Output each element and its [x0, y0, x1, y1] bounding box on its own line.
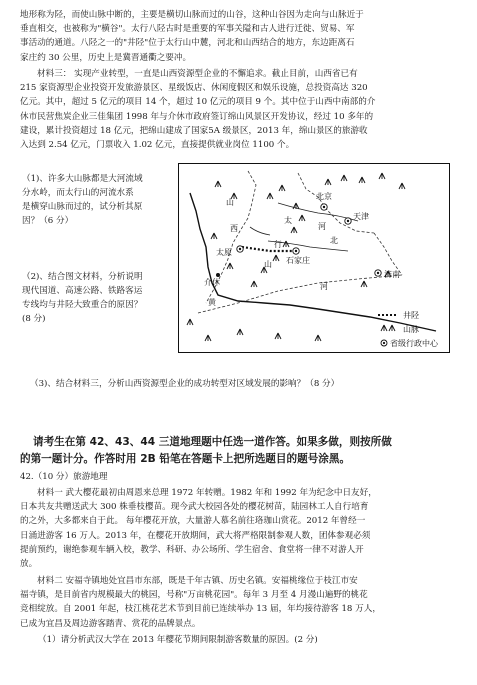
q42-material-one	[20, 486, 465, 571]
material-two-line: 已成为宜昌及周边游客踏青、赏花的品牌景点。	[20, 618, 201, 629]
question-1-line: 因？（6 分）	[22, 216, 74, 226]
intro-line: 事活动的通道。八陉之一的"井陉"位于太行山中麓，河北和山西结合的地方，东边距离石	[20, 38, 355, 49]
label-hebei-1: 河	[318, 222, 326, 231]
selection-instruction	[20, 434, 465, 468]
label-tai: 太	[284, 216, 292, 225]
label-hebei-2: 北	[330, 236, 338, 245]
taihang-map-figure	[178, 163, 450, 353]
material-one-line: 的之外，大多都来自于此。 每年樱花开放，大量游人慕名前往珞珈山赏花。2012 年曾经一	[20, 516, 366, 527]
q42-material-two	[20, 574, 465, 631]
legend-capital-icon-dot	[383, 342, 385, 344]
question-2	[22, 270, 172, 326]
material-three-line: 亿元。其中，超过 5 亿元的项目 14 个，超过 10 亿元的项目 9 个。其中位于山西中南部的介	[20, 97, 376, 108]
jinan-marker-dot	[377, 272, 379, 274]
beijing-marker-dot	[323, 206, 325, 208]
question-2-line: 现代国道、高速公路、铁路客运	[22, 286, 143, 296]
jiexiu-marker	[216, 273, 220, 277]
material-three	[20, 67, 465, 152]
material-two-line: 福寺镇，是目前省内规模最大的桃园，号称"万亩桃花园"。每年 3 月至 4 月漫山遍野的桃花	[20, 590, 368, 601]
label-beijing: 北京	[316, 192, 332, 201]
material-three-line: 215 家资源型企业投资开发旅游景区、星级饭店、休闲度假区和娱乐设施，总投资高达 320	[20, 83, 368, 94]
material-one-line: 日涌进游客 16 万人。2013 年，在樱花开放期间，武大将严格限制参观人数，团体参观必须	[20, 530, 371, 541]
material-two-line: 竞相绽放。自 2001 年起，枝江桃花艺术节到目前已连续举办 13 届，年均接待游客 18 万人，	[20, 604, 381, 615]
label-he: 河	[320, 282, 328, 291]
intro-line: 家庄约 30 公里，历史上是冀晋通衢之要冲。	[20, 52, 192, 63]
material-two-line: 材料二 安福寺镇地处宜昌市东部，既是千年古镇、历史名镇。安福桃缘位于枝江市安	[37, 576, 358, 586]
legend-shanmai: 山脉	[403, 325, 419, 334]
material-one-line: 材料一 武大樱花最初由周恩来总理 1972 年转赠。1982 年和 1992 年为纪念中日友好，	[37, 488, 377, 498]
material-three-line: 入达到 2.54 亿元，门票收入 1.02 亿元，直接提供就业岗位 1100 个。	[20, 140, 295, 151]
instruction-line: 请考生在第 42、43、44 三道地理题中任选一道作答。如果多做，则按所做	[33, 436, 392, 448]
shijiazhuang-marker-dot	[295, 250, 297, 252]
sub-question-1-text: （1）请分析武汉大学在 2013 年樱花节期间限制游客数量的原因。(2 分)	[38, 635, 318, 645]
label-jinan: 济南	[384, 270, 400, 279]
intro-line: 垂直相交，也被称为"横谷"。太行八陉古时是重要的军事关隘和古人进行迁徙、贸易、军	[20, 24, 355, 35]
question-2-line: 专线均与井陉大致重合的原因？	[22, 300, 143, 310]
question-3-text: （3)、结合材料三，分析山西资源型企业的成功转型对区域发展的影响？（8 分）	[30, 379, 340, 389]
question-1	[22, 172, 172, 228]
label-xi: 西	[230, 224, 238, 233]
question-2-line: （2)、结合图文材料，分析说明	[22, 272, 143, 282]
question-1-line: 是横穿山脉而过的，试分析其原	[22, 202, 143, 212]
taiyuan-marker-dot	[239, 248, 241, 250]
question-1-line: （1)、许多大山脉都是大河流域	[22, 174, 143, 184]
intro-paragraph	[20, 8, 465, 65]
q42-sub-question-1	[38, 633, 458, 647]
question-2-line: (8 分)	[22, 314, 46, 324]
label-jiexiu: 介休	[204, 278, 220, 287]
legend-jingxing: 井陉	[403, 311, 419, 320]
label-huang: 黄	[208, 298, 216, 307]
label-shijiazhuang: 石家庄	[286, 256, 310, 265]
tianjin-marker-dot	[347, 220, 349, 222]
question-3	[30, 377, 460, 391]
question-1-line: 分水岭，而太行山的河流水系	[22, 188, 134, 198]
label-shan2: 山	[264, 260, 272, 269]
material-one-line: 提前预约，谢绝参观车辆入校，教学、科研、办公场所、学生宿舍、食堂将一律不对游人开	[20, 544, 364, 555]
material-three-line: 建设，累计投资超过 18 亿元，把绵山建成了国家5A 级景区，2013 年，绵山景区的旅游收	[20, 125, 368, 136]
label-hang: 行	[274, 240, 282, 249]
material-three-line: 材料三： 实现产业转型，一直是山西资源型企业的不懈追求。截止目前，山西省已有	[37, 69, 358, 79]
material-three-line: 休市民营焦炭企业三佳集团 1998 年与介休市政府签订绵山风景区开发协议，经过 10 多年的	[20, 111, 374, 122]
instruction-line: 的第一题计分。作答时用 2B 铅笔在答题卡上把所选题目的题号涂黑。	[20, 453, 351, 465]
label-tianjin: 天津	[353, 212, 369, 221]
legend-capital: 省级行政中心	[390, 339, 438, 348]
material-one-line: 日本共友共赠送武大 300 株垂枝樱苗。现今武大校园各处的樱花树苗，陆园林工人自行培育	[20, 502, 369, 513]
material-one-line: 放。	[20, 559, 38, 570]
taihang-map	[178, 163, 450, 353]
question-42-title: 42.（10 分）旅游地理	[20, 472, 108, 482]
label-shan: 山	[226, 198, 234, 207]
label-taiyuan: 太原	[216, 248, 232, 257]
intro-line: 地形称为陉，而使山脉中断的，主要是横切山脉而过的山谷，这种山谷因为走向与山脉近于	[20, 10, 364, 20]
